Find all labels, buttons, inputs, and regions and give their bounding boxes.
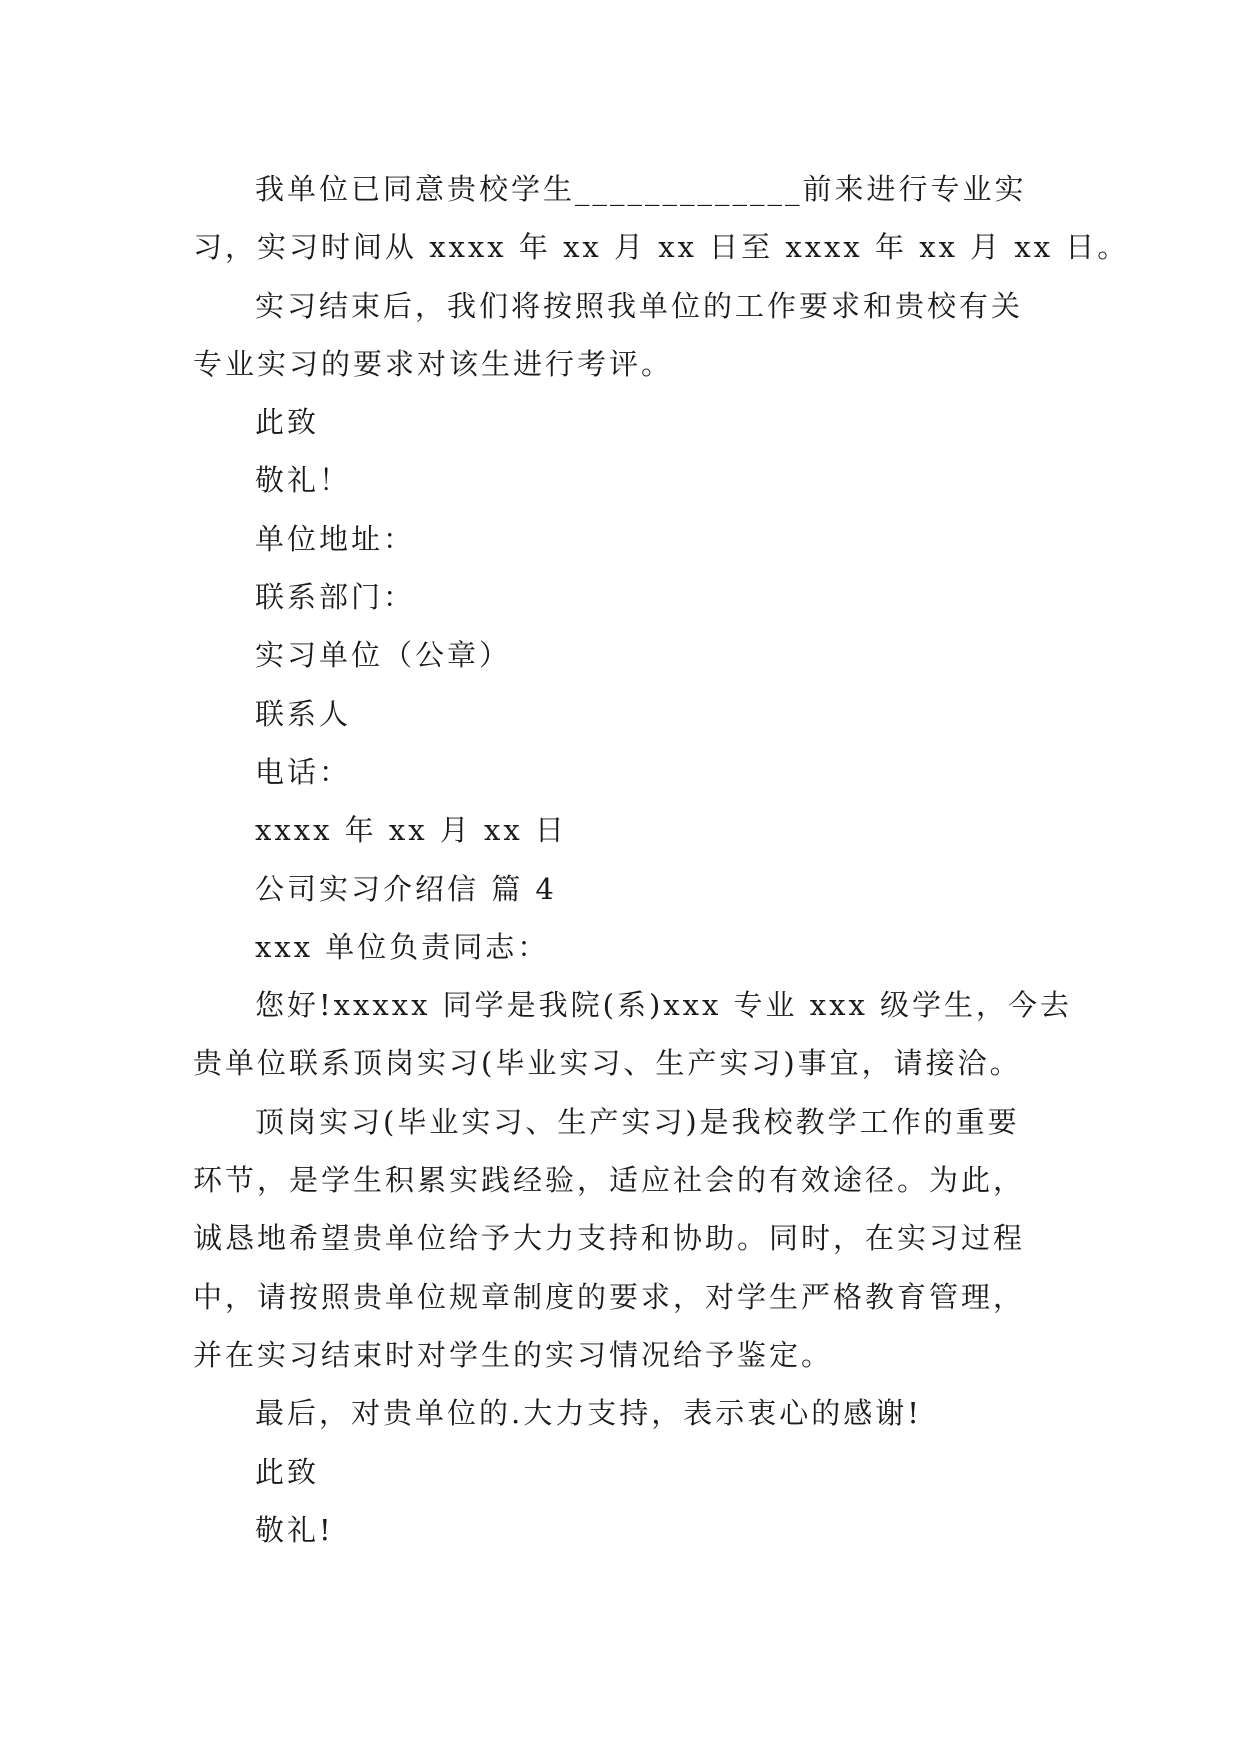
- paragraph-line: 顶岗实习(毕业实习、生产实习)是我校教学工作的重要: [255, 1104, 1020, 1139]
- paragraph-line: 专业实习的要求对该生进行考评。: [193, 346, 674, 381]
- contact-dept-label: 联系部门：: [255, 580, 416, 615]
- closing-greeting: 此致: [255, 1454, 320, 1489]
- paragraph-line: 实习结束后，我们将按照我单位的工作要求和贵校有关: [255, 288, 1024, 323]
- paragraph-line: 环节，是学生积累实践经验，适应社会的有效途径。为此，: [193, 1163, 1026, 1198]
- paragraph-line: 贵单位联系顶岗实习(毕业实习、生产实习)事宜，请接洽。: [193, 1046, 1022, 1081]
- paragraph-line: 中，请按照贵单位规章制度的要求，对学生严格教育管理，: [193, 1279, 1026, 1314]
- paragraph-line: 习，实习时间从 xxxx 年 xx 月 xx 日至 xxxx 年 xx 月 xx 日。: [193, 230, 1130, 265]
- unit-address-label: 单位地址：: [255, 521, 416, 556]
- section-heading: 公司实习介绍信 篇 4: [255, 871, 557, 906]
- paragraph-line: 并在实习结束时对学生的实习情况给予鉴定。: [193, 1337, 834, 1372]
- closing-salute: 敬礼!: [255, 1512, 334, 1547]
- paragraph-line: 诚恳地希望贵单位给予大力支持和协助。同时，在实习过程: [193, 1221, 1026, 1256]
- salutation: xxx 单位负责同志：: [255, 929, 550, 964]
- phone-label: 电话：: [255, 754, 352, 789]
- paragraph-line: 您好!xxxxx 同学是我院(系)xxx 专业 xxx 级学生，今去: [255, 988, 1073, 1023]
- closing-salute: 敬礼！: [255, 463, 352, 498]
- paragraph-line: 我单位已同意贵校学生_____________前来进行专业实: [255, 172, 1027, 206]
- letter-date: xxxx 年 xx 月 xx 日: [255, 813, 567, 848]
- contact-person-label: 联系人: [255, 696, 352, 731]
- paragraph-line: 最后，对贵单位的.大力支持，表示衷心的感谢!: [255, 1396, 922, 1431]
- seal-label: 实习单位（公章）: [255, 638, 512, 673]
- letter-content: [193, 160, 1130, 1559]
- closing-greeting: 此致: [255, 405, 320, 440]
